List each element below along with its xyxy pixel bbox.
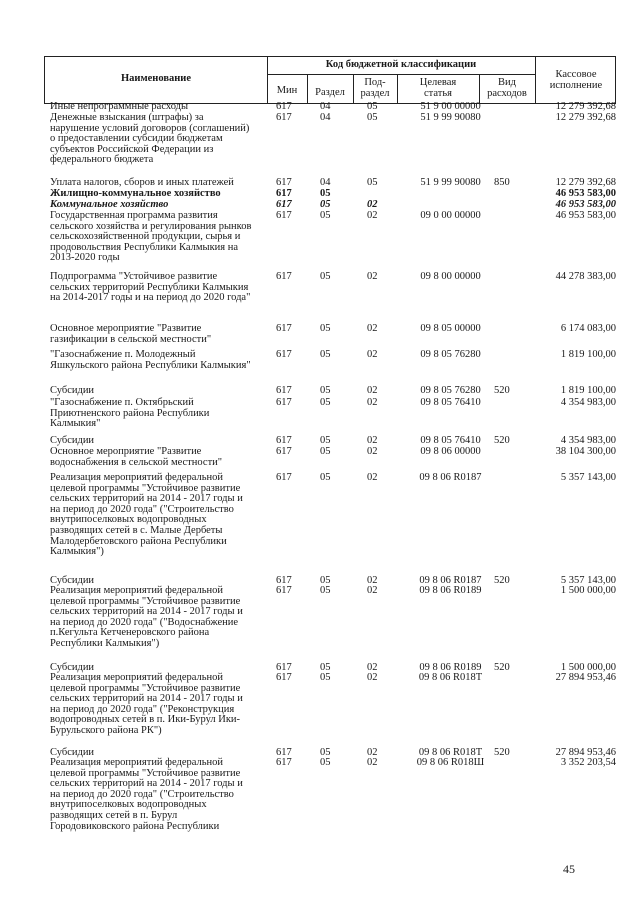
row-pod: 02	[367, 199, 378, 210]
row-name: Субсидии	[50, 435, 95, 446]
row-sum: 1 500 000,00	[560, 585, 616, 596]
row-name: Реализация мероприятий федеральной целевой программы "Устойчивое развитие сельских территорий на 2014 - 2017 годы и на период до 2020 года" ("Строительство внутрипоселковых водопроводных разводящих сетей в с. Малые Дербеты Малодербетовского района Республики Калмыкия")	[50, 472, 243, 558]
row-vid: 520	[494, 662, 510, 673]
row-pod: 02	[367, 662, 378, 673]
row-raz: 05	[320, 435, 331, 446]
row-min: 617	[276, 397, 292, 408]
table-header	[44, 56, 616, 104]
row-min: 617	[276, 112, 292, 123]
row-cel: 51 9 99 90080	[420, 112, 481, 123]
row-cel: 09 8 06 00000	[420, 446, 481, 457]
row-name: Реализация мероприятий федеральной целевой программы "Устойчивое развитие сельских территорий на 2014 - 2017 годы и на период до 2020 года" ("Водоснабжение п.Кегульта Кетченеровского района Республики Калмыкия")	[50, 585, 243, 649]
row-min: 617	[276, 435, 292, 446]
row-pod: 02	[367, 435, 378, 446]
row-min: 617	[276, 575, 292, 586]
row-sum: 3 352 203,54	[560, 757, 616, 768]
row-sum: 5 357 143,00	[560, 472, 616, 483]
row-min: 617	[276, 662, 292, 673]
row-vid: 850	[494, 177, 510, 188]
row-min: 617	[276, 747, 292, 758]
row-cel: 09 8 05 76410	[420, 435, 481, 446]
row-raz: 05	[320, 585, 331, 596]
row-cel: 51 9 00 00000	[420, 101, 481, 112]
row-min: 617	[276, 757, 292, 768]
row-sum: 1 819 100,00	[560, 349, 616, 360]
row-min: 617	[276, 101, 292, 112]
row-name: Субсидии	[50, 385, 95, 396]
row-min: 617	[276, 271, 292, 282]
row-min: 617	[276, 472, 292, 483]
row-pod: 02	[367, 210, 378, 221]
row-name: Денежные взыскания (штрафы) за нарушение условий договоров (соглашений) о предоставлении субсидии бюджетам субъектов Российской Федерации из федерального бюджета	[50, 112, 250, 166]
row-raz: 04	[320, 101, 331, 112]
row-cel: 09 8 05 76280	[420, 385, 481, 396]
row-sum: 5 357 143,00	[560, 575, 616, 586]
row-min: 617	[276, 199, 292, 210]
header-celevaya: Целевая статья	[419, 77, 457, 99]
row-sum: 12 279 392,68	[555, 101, 616, 112]
row-sum: 46 953 583,00	[555, 188, 616, 199]
row-min: 617	[276, 188, 292, 199]
row-vid: 520	[494, 435, 510, 446]
row-pod: 05	[367, 112, 378, 123]
row-cel: 09 8 06 R0187	[419, 472, 482, 483]
row-cel: 09 8 06 R018Т	[418, 747, 483, 758]
header-code-group: Код бюджетной классификации	[325, 59, 477, 70]
row-min: 617	[276, 210, 292, 221]
row-raz: 05	[320, 323, 331, 334]
row-raz: 05	[320, 446, 331, 457]
row-raz: 05	[320, 662, 331, 673]
row-cel: 09 8 06 R018Т	[418, 672, 483, 683]
row-cel: 09 8 06 R0187	[419, 575, 482, 586]
row-name: Субсидии	[50, 747, 95, 758]
row-raz: 05	[320, 672, 331, 683]
row-pod: 02	[367, 323, 378, 334]
row-cel: 09 8 06 R0189	[419, 585, 482, 596]
page-number: 45	[563, 862, 575, 876]
row-sum: 12 279 392,68	[555, 112, 616, 123]
row-sum: 1 819 100,00	[560, 385, 616, 396]
row-raz: 04	[320, 177, 331, 188]
row-min: 617	[276, 349, 292, 360]
row-cel: 09 8 05 76280	[420, 349, 481, 360]
row-raz: 05	[320, 271, 331, 282]
row-name: Государственная программа развития сельского хозяйства и регулирования рынков сельскохозяйственной продукции, сырья и продовольствия Республики Калмыкия на 2013-2020 годы	[50, 210, 252, 264]
row-name: Подпрограмма "Устойчивое развитие сельских территорий Республики Калмыкия на 2014-2017 годы и на период до 2020 года"	[50, 271, 251, 304]
header-min: Мин	[276, 85, 298, 96]
row-cel: 51 9 99 90080	[420, 177, 481, 188]
row-sum: 46 953 583,00	[555, 210, 616, 221]
row-cel: 09 8 00 00000	[420, 271, 481, 282]
row-name: Коммунальное хозяйство	[50, 199, 169, 210]
row-raz: 05	[320, 757, 331, 768]
row-pod: 05	[367, 101, 378, 112]
row-raz: 05	[320, 210, 331, 221]
row-raz: 05	[320, 199, 331, 210]
row-sum: 44 278 383,00	[555, 271, 616, 282]
row-name: Основное мероприятие "Развитие газификации в сельской местности"	[50, 323, 212, 345]
row-sum: 27 894 953,46	[555, 747, 616, 758]
row-sum: 6 174 083,00	[560, 323, 616, 334]
row-min: 617	[276, 672, 292, 683]
header-podrazdel: Под- раздел	[360, 77, 390, 99]
row-vid: 520	[494, 747, 510, 758]
row-name: Уплата налогов, сборов и иных платежей	[50, 177, 234, 188]
row-sum: 38 104 300,00	[555, 446, 616, 457]
row-pod: 02	[367, 585, 378, 596]
row-raz: 05	[320, 385, 331, 396]
row-raz: 05	[320, 472, 331, 483]
row-pod: 02	[367, 397, 378, 408]
row-pod: 02	[367, 446, 378, 457]
row-cel: 09 8 06 R018Ш	[416, 757, 485, 768]
row-cel: 09 8 06 R0189	[419, 662, 482, 673]
row-pod: 02	[367, 472, 378, 483]
row-min: 617	[276, 446, 292, 457]
row-name: Реализация мероприятий федеральной целевой программы "Устойчивое развитие сельских территорий на 2014 - 2017 годы и на период до 2020 года" ("Строительство внутрипоселковых водопроводных разводящих сетей в п. Бурул Городовиковского района Республики	[50, 757, 243, 832]
row-sum: 46 953 583,00	[555, 199, 616, 210]
row-name: Иные непрограммные расходы	[50, 101, 189, 112]
row-min: 617	[276, 177, 292, 188]
row-raz: 05	[320, 397, 331, 408]
row-raz: 05	[320, 747, 331, 758]
row-raz: 05	[320, 349, 331, 360]
row-pod: 02	[367, 271, 378, 282]
row-cel: 09 8 05 76410	[420, 397, 481, 408]
row-name: "Газоснабжение п. Октябрьский Приютненского района Республики Калмыкия"	[50, 397, 210, 430]
row-name: Основное мероприятие "Развитие водоснабжения в сельской местности"	[50, 446, 223, 468]
row-sum: 4 354 983,00	[560, 397, 616, 408]
row-min: 617	[276, 385, 292, 396]
row-pod: 02	[367, 385, 378, 396]
row-sum: 1 500 000,00	[560, 662, 616, 673]
row-pod: 02	[367, 349, 378, 360]
row-cel: 09 0 00 00000	[420, 210, 481, 221]
row-sum: 27 894 953,46	[555, 672, 616, 683]
row-sum: 4 354 983,00	[560, 435, 616, 446]
header-name: Наименование	[121, 73, 191, 84]
row-cel: 09 8 05 00000	[420, 323, 481, 334]
header-vid: Вид расходов	[487, 77, 527, 99]
row-pod: 02	[367, 575, 378, 586]
row-name: "Газоснабжение п. Молодежный Яшкульского района Республики Калмыкия"	[50, 349, 251, 371]
row-min: 617	[276, 323, 292, 334]
header-kassovoe: Кассовое исполнение	[549, 69, 603, 91]
row-pod: 05	[367, 177, 378, 188]
row-pod: 02	[367, 757, 378, 768]
row-pod: 02	[367, 672, 378, 683]
row-min: 617	[276, 585, 292, 596]
row-name: Субсидии	[50, 575, 95, 586]
row-raz: 05	[320, 188, 331, 199]
row-sum: 12 279 392,68	[555, 177, 616, 188]
row-vid: 520	[494, 385, 510, 396]
row-name: Субсидии	[50, 662, 95, 673]
row-pod: 02	[367, 747, 378, 758]
row-name: Жилищно-коммунальное хозяйство	[50, 188, 221, 199]
row-raz: 05	[320, 575, 331, 586]
row-name: Реализация мероприятий федеральной целевой программы "Устойчивое развитие сельских территорий на 2014 - 2017 годы и на период до 2020 года" ("Реконструкция водопроводных сетей в п. Ики-Бурул Ики-Бурульского района РК")	[50, 672, 243, 736]
row-raz: 04	[320, 112, 331, 123]
header-razdel: Раздел	[315, 87, 345, 98]
row-vid: 520	[494, 575, 510, 586]
